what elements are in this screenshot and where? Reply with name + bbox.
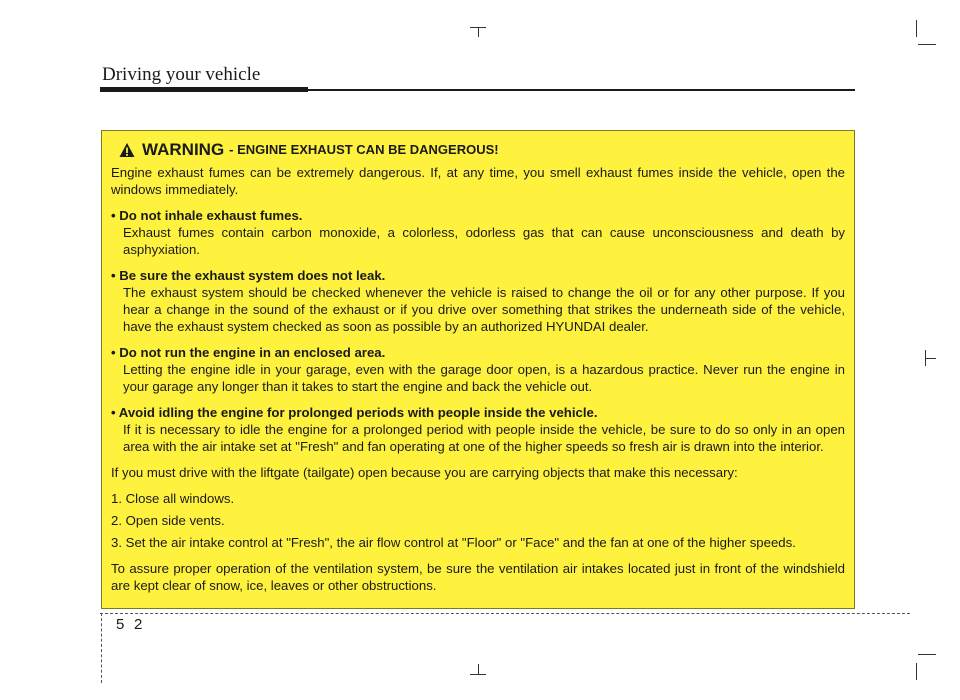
page-header-title: Driving your vehicle — [102, 64, 261, 85]
footer-dashed-rule — [100, 613, 910, 614]
step-item: 2. Open side vents. — [111, 513, 225, 528]
warning-word: WARNING — [142, 140, 225, 159]
step-item: 3. Set the air intake control at "Fresh", the air flow control at "Floor" or "Face" and the fan at one of the higher speeds. — [111, 535, 796, 550]
bullet-title: • Be sure the exhaust system does not leak. — [111, 268, 386, 283]
chapter-number: 5 — [116, 616, 125, 633]
header-rule-thin — [308, 89, 855, 91]
bullet-title: • Do not inhale exhaust fumes. — [111, 208, 303, 223]
warning-box — [101, 130, 855, 609]
bullet-title: • Do not run the engine in an enclosed area. — [111, 345, 386, 360]
warning-subtitle: - ENGINE EXHAUST CAN BE DANGEROUS! — [229, 142, 499, 157]
step-item: 1. Close all windows. — [111, 491, 235, 506]
bullet-item — [111, 207, 845, 258]
bullet-body: If it is necessary to idle the engine for a prolonged period with people inside the vehicle, be sure to do so only in an open area with the air intake set at "Fresh" and fan operating at one of the higher speeds so fresh air is drawn into the interior. — [123, 422, 845, 454]
page-number: 2 — [134, 616, 143, 633]
header-rule-thick — [100, 87, 308, 92]
warning-triangle-icon — [119, 142, 135, 158]
bullet-body: The exhaust system should be checked whenever the vehicle is raised to change the oil or for any other purpose. If you hear a change in the sound of the exhaust or if you drive over something that strikes the underneath side of the vehicle, have the exhaust system checked as soon as possible by an authorized HYUNDAI dealer. — [123, 285, 845, 334]
steps-list — [111, 490, 845, 551]
liftgate-intro: If you must drive with the liftgate (tailgate) open because you are carrying objects that make this necessary: — [111, 465, 738, 480]
bullet-item — [111, 344, 845, 395]
footer-dashed-vertical — [101, 613, 102, 683]
bullet-title: • Avoid idling the engine for prolonged periods with people inside the vehicle. — [111, 405, 598, 420]
bullet-body: Letting the engine idle in your garage, even with the garage door open, is a hazardous practice. Never run the engine in your garage any longer than it takes to start the engine and back the vehicle out. — [123, 362, 845, 394]
bullet-body: Exhaust fumes contain carbon monoxide, a colorless, odorless gas that can cause unconsciousness and death by asphyxiation. — [123, 225, 845, 257]
warning-intro: Engine exhaust fumes can be extremely dangerous. If, at any time, you smell exhaust fumes inside the vehicle, open the windows immediately. — [111, 165, 845, 197]
bullet-item — [111, 404, 845, 455]
warning-heading — [119, 141, 845, 158]
closing-paragraph: To assure proper operation of the ventilation system, be sure the ventilation air intakes located just in front of the windshield are kept clear of snow, ice, leaves or other obstructions. — [111, 561, 845, 593]
bullet-item — [111, 267, 845, 335]
